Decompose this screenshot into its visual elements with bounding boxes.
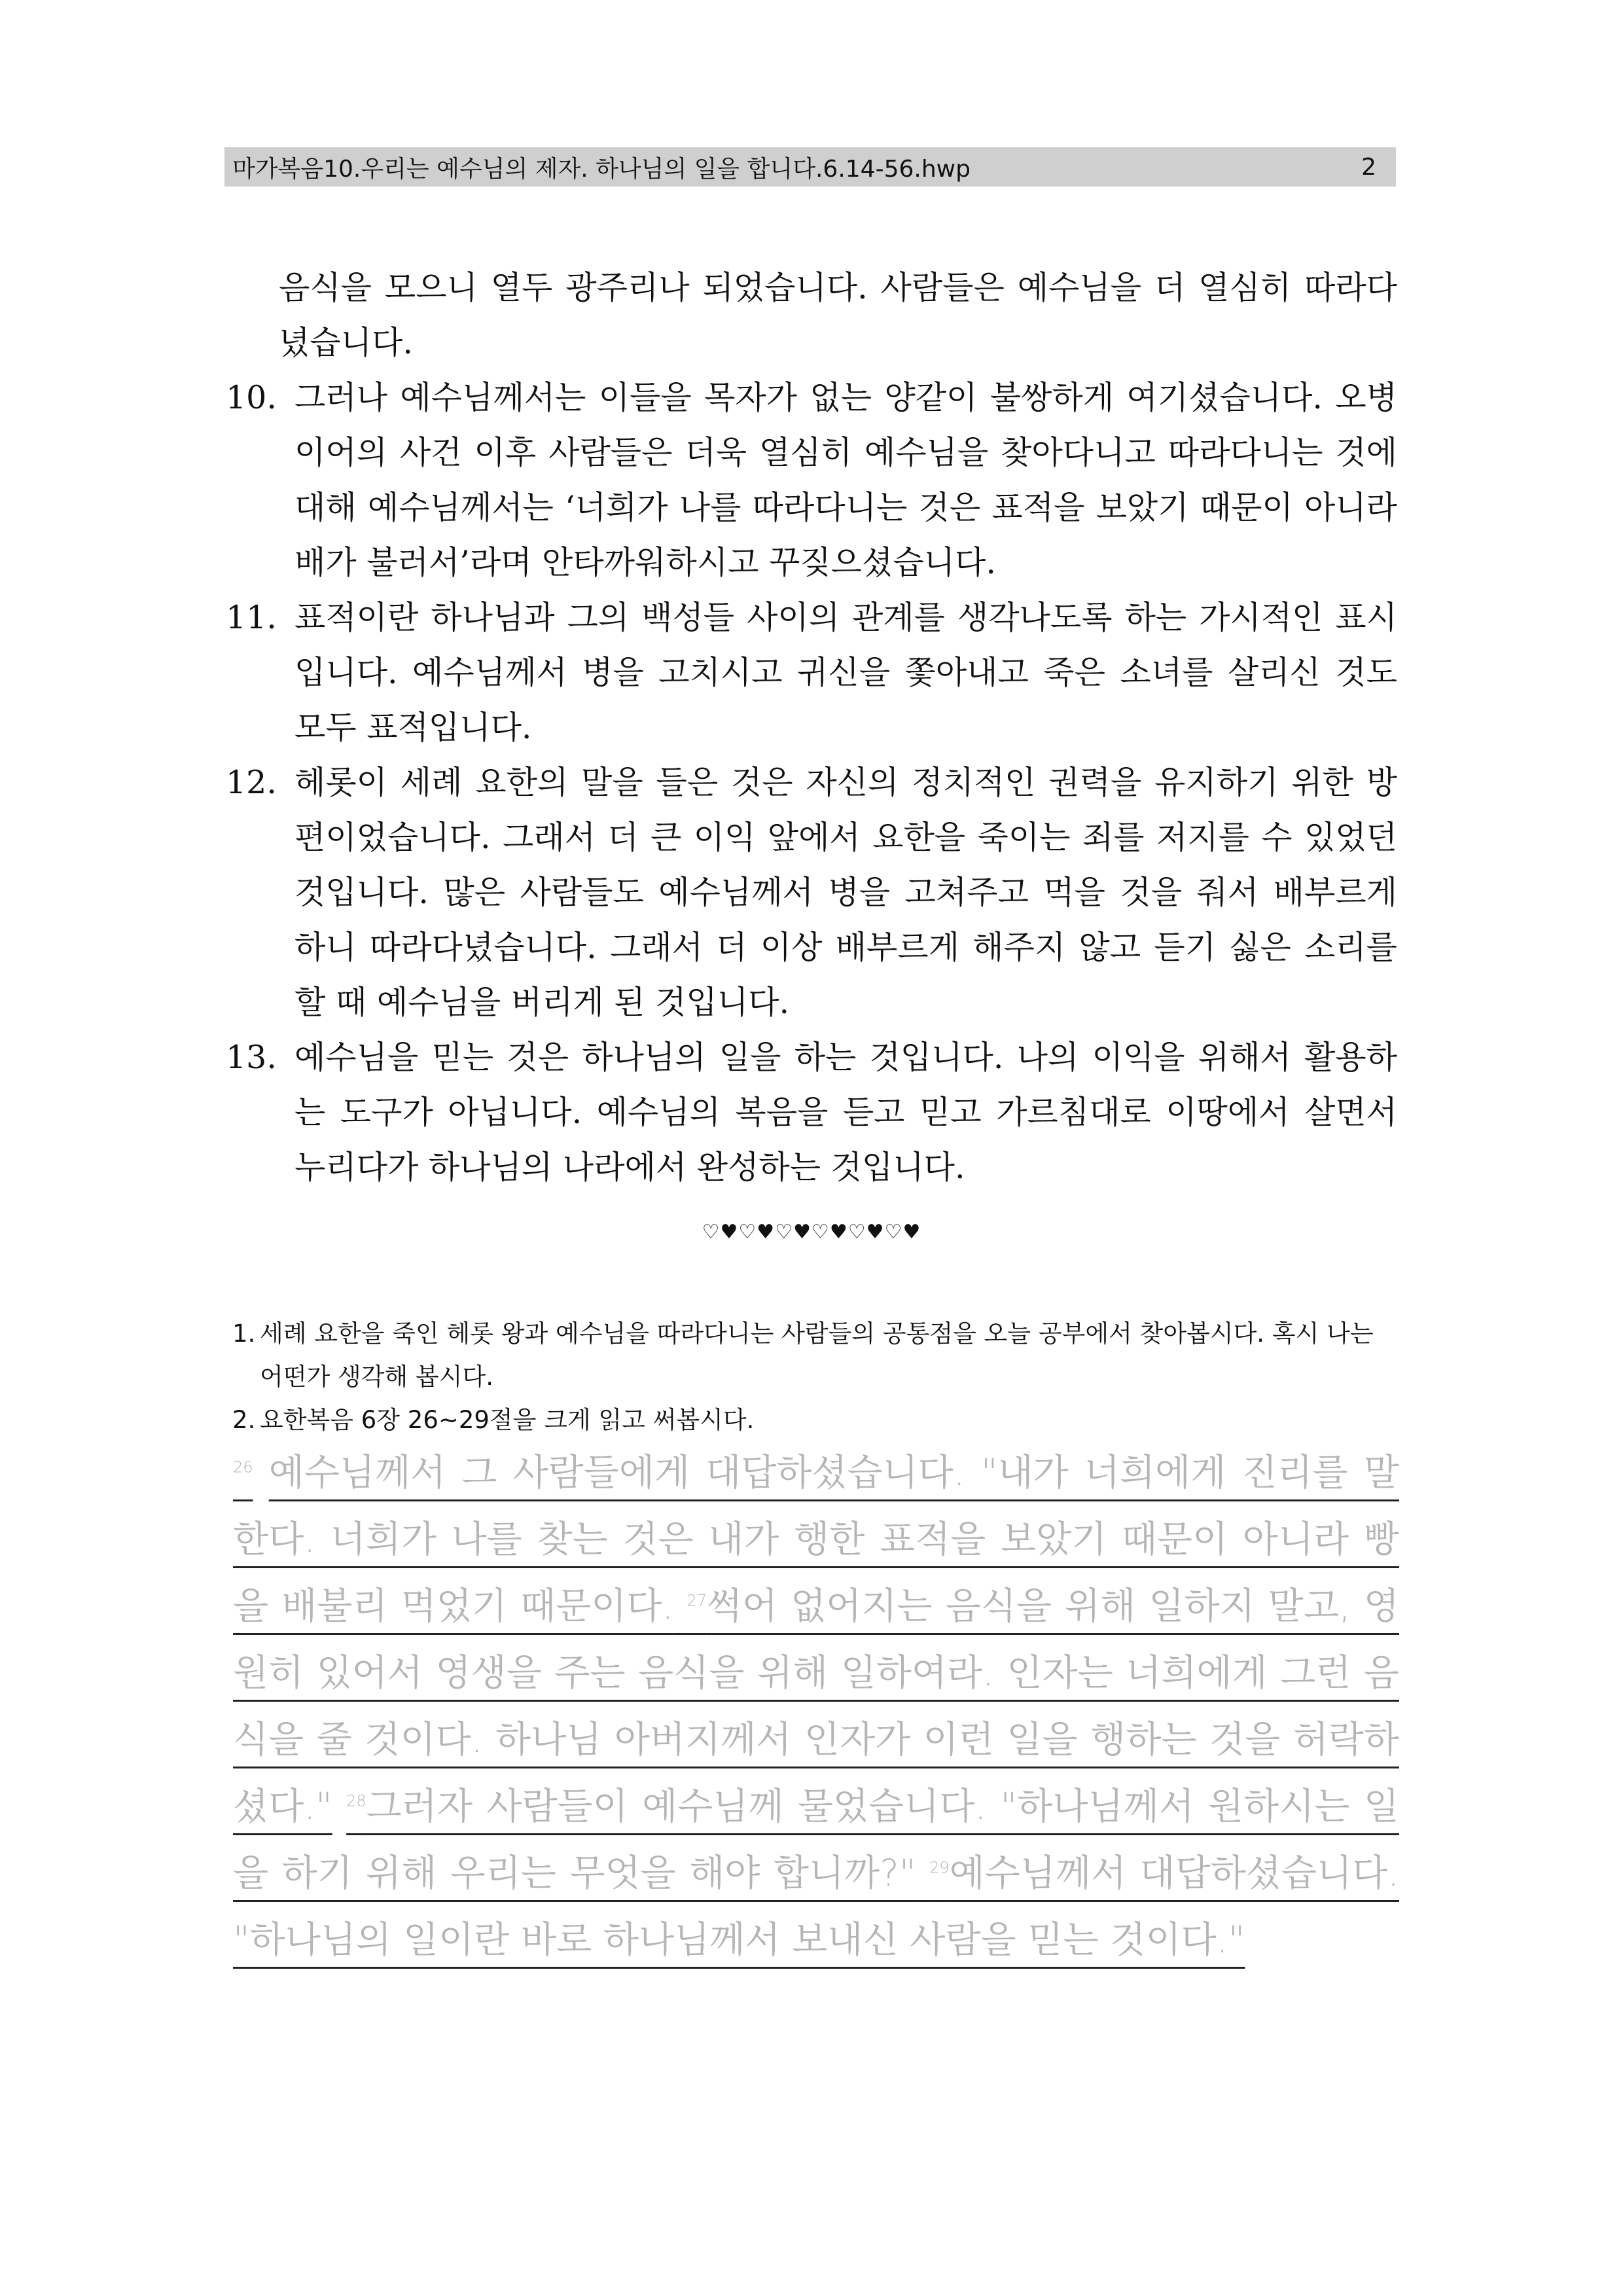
verse-number: 27 [687, 1591, 707, 1610]
list-item [226, 755, 1397, 1030]
question-number: 2. [232, 1406, 256, 1434]
question-number: 1. [232, 1319, 256, 1348]
item-number: 12. [226, 764, 277, 801]
verse-number: 28 [346, 1791, 366, 1810]
item-number: 11. [226, 599, 277, 636]
item-number: 10. [226, 379, 277, 416]
verse-text: 썩어 없어지는 음식을 위해 일하지 말고, 영원히 있어서 영생을 주는 음식을 위해 일하여라. 인자는 너희에게 그런 음식을 줄 것이다. 하나님 아버지께서 인자가 이런 일을 행하는 것을 허락하셨다." [233, 1585, 1399, 1828]
question-text: 요한복음 6장 26~29절을 크게 읽고 써봅시다. [260, 1406, 755, 1434]
continuation-paragraph: 음식을 모으니 열두 광주리나 되었습니다. 사람들은 예수님을 더 열심히 따라다녔습니다. [279, 269, 1397, 361]
verse-number: 26 [233, 1458, 253, 1477]
list-item [226, 1030, 1397, 1195]
file-title: 마가복음10.우리는 예수님의 제자. 하나님의 일을 합니다.6.14-56.hwp [232, 155, 971, 183]
item-number: 13. [226, 1039, 277, 1076]
item-text: 헤롯이 세례 요한의 말을 들은 것은 자신의 정치적인 권력을 유지하기 위한 방편이었습니다. 그래서 더 큰 이익 앞에서 요한을 죽이는 죄를 저지를 수 있었던 것입니다. 많은 사람들도 예수님께서 병을 고쳐주고 먹을 것을 줘서 배부르게 하니 따라다녔습니다. 그래서 더 이상 배부르게 해주지 않고 듣기 싫은 소리를 할 때 예수님을 버리게 된 것입니다. [294, 764, 1397, 1021]
verse-26 [233, 1452, 1399, 1962]
list-item [226, 590, 1397, 755]
questions-section [232, 1312, 1404, 1442]
question-item [232, 1399, 1404, 1442]
list-item [226, 370, 1397, 590]
verse-number: 29 [929, 1858, 950, 1877]
page-number: 2 [1361, 153, 1376, 181]
heart-divider: ♡♥♡♥♡♥♡♥♡♥♡♥ [702, 1221, 921, 1244]
item-text: 그러나 예수님께서는 이들을 목자가 없는 양같이 불쌍하게 여기셨습니다. 오병이어의 사건 이후 사람들은 더욱 열심히 예수님을 찾아다니고 따라다니는 것에 대해 예수님께서는 ‘너희가 나를 따라다니는 것은 표적을 보았기 때문이 아니라 배가 불러서’라며 안타까워하시고 꾸짖으셨습니다. [294, 379, 1397, 581]
verse-text: 예수님께서 그 사람들에게 대답하셨습니다. "내가 너희에게 진리를 말한다. 너희가 나를 찾는 것은 내가 행한 표적을 보았기 때문이 아니라 빵을 배불리 먹었기 때문이다. [233, 1452, 1399, 1628]
question-item [232, 1312, 1404, 1399]
question-text: 세례 요한을 죽인 헤롯 왕과 예수님을 따라다니는 사람들의 공통점을 오늘 공부에서 찾아봅시다. 혹시 나는 어떤가 생각해 봅시다. [260, 1319, 1374, 1391]
item-text: 표적이란 하나님과 그의 백성들 사이의 관계를 생각나도록 하는 가시적인 표시입니다. 예수님께서 병을 고치시고 귀신을 쫓아내고 죽은 소녀를 살리신 것도 모두 표적입니다. [294, 599, 1397, 746]
verse-text: 예수님께서 대답하셨습니다. "하나님의 일이란 바로 하나님께서 보내신 사람을 믿는 것이다." [233, 1852, 1399, 1962]
scripture-tracing-text [233, 1440, 1399, 1974]
item-text: 예수님을 믿는 것은 하나님의 일을 하는 것입니다. 나의 이익을 위해서 활용하는 도구가 아닙니다. 예수님의 복음을 듣고 믿고 가르침대로 이땅에서 살면서 누리다가 하나님의 나라에서 완성하는 것입니다. [294, 1039, 1397, 1186]
document-header [224, 147, 1396, 187]
verse-text: 그러자 사람들이 예수님께 물었습니다. "하나님께서 원하시는 일을 하기 위해 우리는 무엇을 해야 합니까?" [233, 1785, 1399, 1895]
study-content [226, 262, 1397, 1195]
